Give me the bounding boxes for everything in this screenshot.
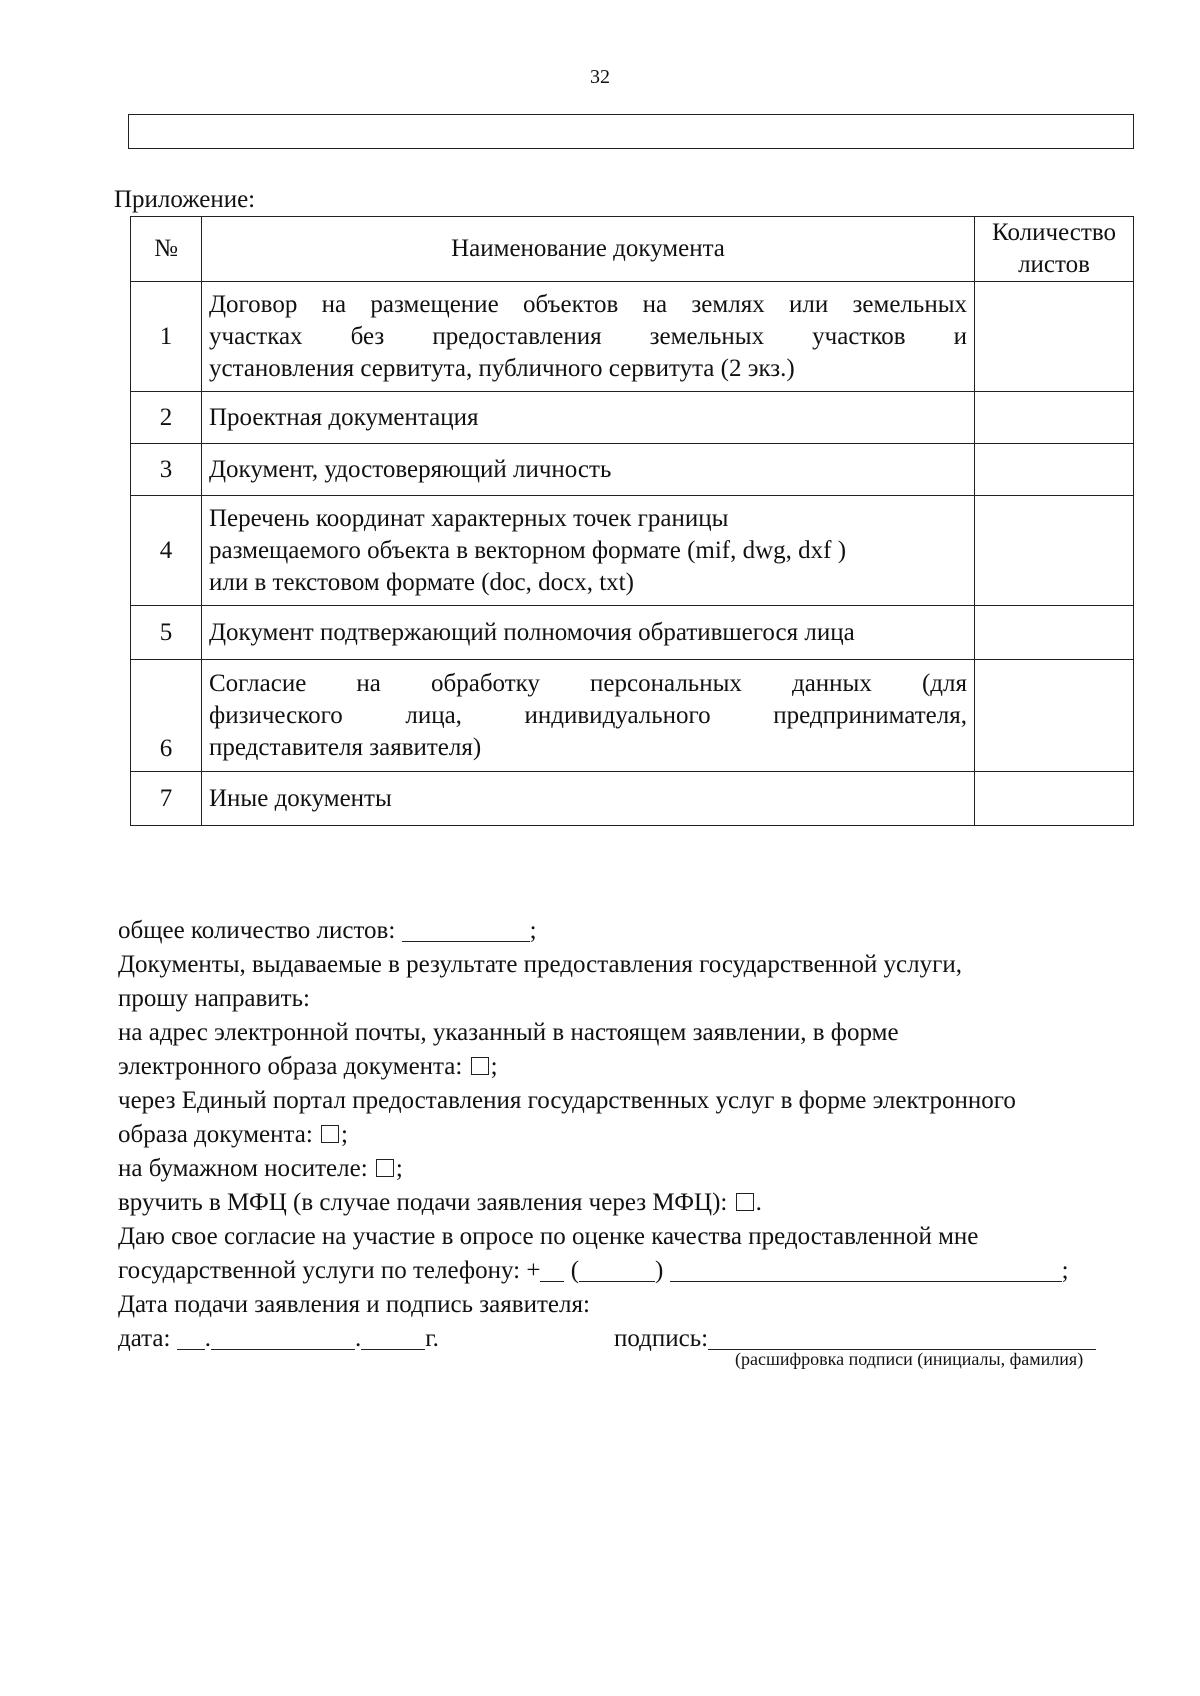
signature-field[interactable] (708, 1327, 1096, 1350)
total-sheets-line (118, 914, 1154, 948)
phone-area-code-field[interactable] (579, 1259, 655, 1282)
date-year-field[interactable] (361, 1327, 425, 1350)
portal-end: ; (341, 1121, 348, 1148)
date-month-field[interactable] (211, 1327, 355, 1350)
row-number: 2 (131, 392, 202, 444)
row-document-name (202, 444, 975, 496)
table-row (131, 444, 1134, 496)
portal-line-1: через Единый портал предоставления государственных услуг в форме электронного (118, 1087, 1016, 1114)
mfc-option-label: вручить в МФЦ (в случае подачи заявления через МФЦ): (118, 1189, 728, 1216)
row-sheet-count[interactable] (975, 496, 1134, 606)
phone-paren-close: ) (655, 1257, 664, 1284)
row-number: 4 (131, 496, 202, 606)
phone-country-code-field[interactable] (540, 1259, 564, 1282)
total-sheets-field[interactable] (402, 919, 530, 942)
row-sheet-count[interactable] (975, 660, 1134, 772)
row-sheet-count[interactable] (975, 282, 1134, 392)
row-number: 7 (131, 772, 202, 826)
date-day-field[interactable] (177, 1327, 205, 1350)
row-number: 1 (131, 282, 202, 392)
table-row (131, 606, 1134, 660)
appendix-label: Приложение: (114, 186, 256, 213)
paper-checkbox[interactable] (376, 1159, 394, 1177)
row-name-line: размещаемого объекта в векторном формате (mif, dwg, dxf ) (209, 536, 847, 564)
delivery-form (118, 914, 1154, 1356)
row-name-line: Проектная документация (209, 403, 479, 431)
row-name-line: физического лица, индивидуального предпринимателя, (209, 701, 967, 729)
row-sheet-count[interactable] (975, 392, 1134, 444)
email-line-2 (118, 1050, 1154, 1084)
consent-phone-label: государственной услуги по телефону: + (118, 1257, 541, 1284)
column-header-quantity-line2: листов (1018, 251, 1090, 278)
date-year-suffix: г. (425, 1325, 439, 1352)
total-sheets-label: общее количество листов: (118, 917, 396, 944)
column-header-quantity (975, 217, 1134, 282)
row-document-name (202, 282, 975, 392)
column-header-number: № (131, 217, 202, 282)
portal-line-2 (118, 1118, 1154, 1152)
phone-number-field[interactable] (670, 1259, 1062, 1282)
documents-table (130, 216, 1134, 826)
email-line-1: на адрес электронной почты, указанный в настоящем заявлении, в форме (118, 1019, 899, 1046)
row-document-name (202, 772, 975, 826)
email-end: ; (490, 1053, 498, 1080)
row-name-line: Согласие на обработку персональных данных (для (209, 669, 967, 697)
row-document-name (202, 392, 975, 444)
paper-line (118, 1152, 1154, 1186)
date-dot: . (354, 1325, 362, 1352)
row-sheet-count[interactable] (975, 772, 1134, 826)
row-name-line: установления сервитута, публичного сервитута (2 экз.) (209, 354, 795, 382)
row-number: 3 (131, 444, 202, 496)
consent-line-1: Даю свое согласие на участие в опросе по оценке качества предоставленной мне (118, 1223, 979, 1250)
date-heading: Дата подачи заявления и подпись заявителя: (118, 1291, 590, 1318)
row-sheet-count[interactable] (975, 606, 1134, 660)
row-number: 5 (131, 606, 202, 660)
row-name-line: Перечень координат характерных точек границы (209, 504, 729, 532)
consent-line-2 (118, 1254, 1154, 1288)
mfc-checkbox[interactable] (736, 1193, 754, 1211)
row-name-line: Иные документы (209, 784, 392, 812)
signature-label: подпись: (614, 1325, 709, 1352)
table-row (131, 660, 1134, 772)
mfc-end: . (755, 1189, 762, 1216)
documents-line-1: Документы, выдаваемые в результате предоставления государственной услуги, (118, 951, 963, 978)
signature-caption: (расшифровка подписи (инициалы, фамилия) (735, 1349, 1084, 1369)
portal-checkbox[interactable] (321, 1125, 339, 1143)
phone-paren-open: ( (570, 1257, 580, 1284)
table-row (131, 772, 1134, 826)
page-number: 32 (590, 66, 610, 88)
total-sheets-end: ; (529, 917, 537, 944)
table-row (131, 496, 1134, 606)
row-document-name (202, 606, 975, 660)
portal-option-label: образа документа: (118, 1121, 313, 1148)
date-dot: . (204, 1325, 211, 1352)
table-row (131, 392, 1134, 444)
documents-line-2: прошу направить: (118, 985, 310, 1012)
empty-header-box (128, 114, 1134, 149)
row-name-line: участках без предоставления земельных участков и (209, 322, 967, 350)
column-header-name: Наименование документа (202, 217, 975, 282)
paper-end: ; (395, 1155, 403, 1182)
row-name-line: Документ подтвержающий полномочия обратившегося лица (209, 618, 855, 646)
row-name-line: или в текстовом формате (doc, docx, txt) (209, 568, 634, 596)
table-row (131, 282, 1134, 392)
row-sheet-count[interactable] (975, 444, 1134, 496)
row-number: 6 (131, 660, 202, 772)
row-document-name (202, 496, 975, 606)
table-header-row (131, 217, 1134, 282)
paper-option-label: на бумажном носителе: (118, 1155, 368, 1182)
row-name-line: Договор на размещение объектов на землях или земельных (209, 290, 967, 318)
email-option-label: электронного образа документа: (118, 1053, 463, 1080)
row-name-line: Документ, удостоверяющий личность (209, 455, 612, 483)
row-name-line: представителя заявителя) (209, 733, 482, 761)
consent-end: ; (1061, 1257, 1069, 1284)
date-label: дата: (118, 1325, 171, 1352)
row-document-name (202, 660, 975, 772)
email-checkbox[interactable] (471, 1057, 489, 1075)
mfc-line (118, 1186, 1154, 1220)
column-header-quantity-line1: Количество (992, 219, 1116, 246)
